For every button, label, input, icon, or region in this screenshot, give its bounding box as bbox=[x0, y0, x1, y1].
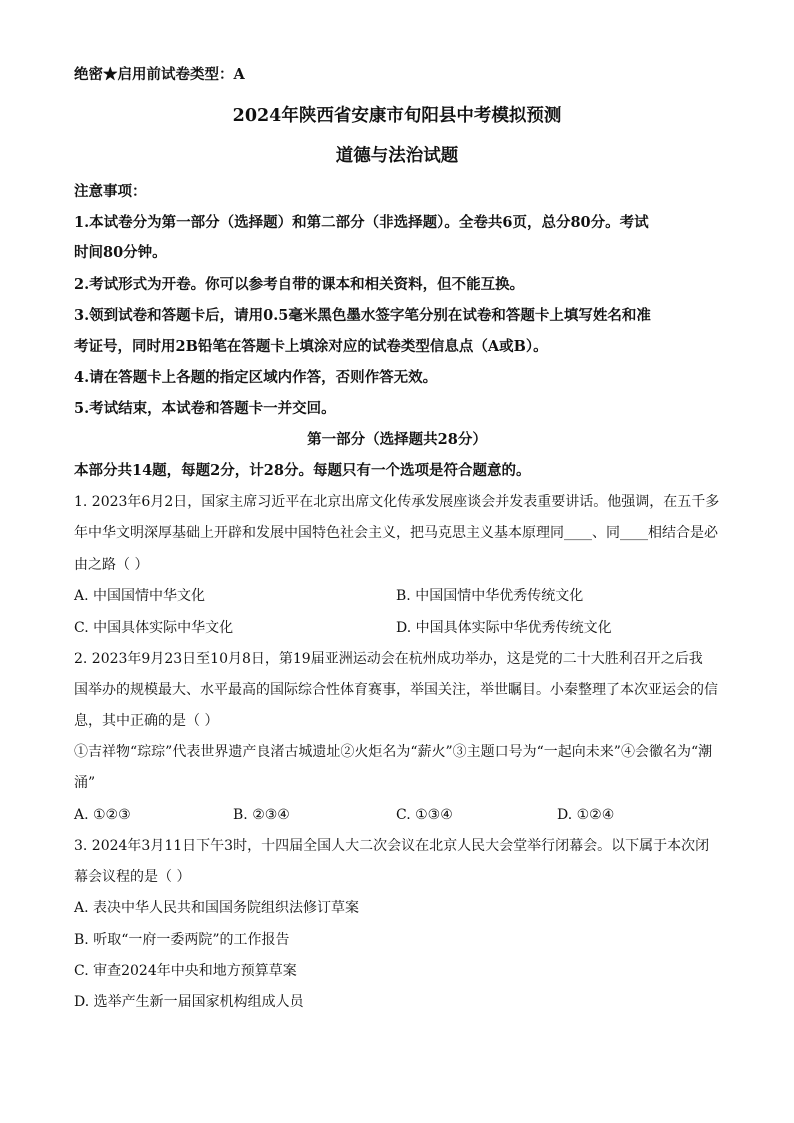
q1-option-a: A. 中国国情中华文化 bbox=[74, 588, 206, 604]
q2-option-d: D. ①②④ bbox=[557, 807, 615, 823]
q2-line-3: 息，其中正确的是（ ） bbox=[74, 713, 219, 729]
q2-option-a: A. ①②③ bbox=[74, 807, 131, 823]
q3-option-c: C. 审查2024年中央和地方预算草案 bbox=[74, 963, 297, 979]
q2-option-c: C. ①③④ bbox=[396, 807, 453, 823]
exam-subtitle: 道德与法治试题 bbox=[335, 146, 459, 166]
q2-line-4: ①吉祥物“琮琮”代表世界遗产良渚古城遗址②火炬名为“薪火”③主题口号为“一起向未来”④会徽名为“潮 bbox=[74, 744, 713, 760]
q3-option-d: D. 选举产生新一届国家机构组成人员 bbox=[74, 994, 304, 1010]
secret-label: 绝密★启用前试卷类型：A bbox=[74, 66, 245, 83]
notes-heading: 注意事项： bbox=[74, 183, 147, 200]
note-4: 4.请在答题卡上各题的指定区域内作答，否则作答无效。 bbox=[74, 369, 438, 386]
part1-heading: 第一部分（选择题共28分） bbox=[307, 431, 487, 448]
q2-line-5: 涌” bbox=[74, 775, 96, 791]
part1-intro: 本部分共14题，每题2分，计28分。每题只有一个选项是符合题意的。 bbox=[74, 462, 531, 479]
q1-option-c: C. 中国具体实际中华文化 bbox=[74, 620, 234, 636]
note-1a: 1.本试卷分为第一部分（选择题）和第二部分（非选择题）。全卷共6页，总分80分。考试 bbox=[74, 214, 649, 231]
note-3b: 考证号，同时用2B铅笔在答题卡上填涂对应的试卷类型信息点（A或B）。 bbox=[74, 338, 548, 355]
q3-line-1: 3. 2024年3月11日下午3时，十四届全国人大二次会议在北京人民大会堂举行闭幕会。以下属于本次闭 bbox=[74, 838, 710, 854]
q3-option-a: A. 表决中华人民共和国国务院组织法修订草案 bbox=[74, 900, 360, 916]
q1-option-d: D. 中国具体实际中华优秀传统文化 bbox=[396, 620, 612, 636]
q1-line-2: 年中华文明深厚基础上开辟和发展中国特色社会主义，把马克思主义基本原理同____、同____相结合是必 bbox=[74, 525, 718, 541]
exam-title: 2024年陕西省安康市旬阳县中考模拟预测 bbox=[232, 106, 562, 126]
q3-option-b: B. 听取“一府一委两院”的工作报告 bbox=[74, 932, 290, 948]
q3-line-2: 幕会议程的是（ ） bbox=[74, 869, 191, 885]
note-2: 2.考试形式为开卷。你可以参考自带的课本和相关资料，但不能互换。 bbox=[74, 276, 525, 293]
q2-line-2: 国举办的规模最大、水平最高的国际综合性体育赛事，举国关注，举世瞩目。小秦整理了本次亚运会的信 bbox=[74, 682, 718, 698]
q2-option-b: B. ②③④ bbox=[233, 807, 290, 823]
note-5: 5.考试结束，本试卷和答题卡一并交回。 bbox=[74, 400, 336, 417]
q1-line-1: 1. 2023年6月2日，国家主席习近平在北京出席文化传承发展座谈会并发表重要讲话。他强调，在五千多 bbox=[74, 494, 720, 510]
note-1b: 时间80分钟。 bbox=[74, 244, 167, 261]
q1-option-b: B. 中国国情中华优秀传统文化 bbox=[396, 588, 584, 604]
q2-line-1: 2. 2023年9月23日至10月8日，第19届亚洲运动会在杭州成功举办，这是党的二十大胜利召开之后我 bbox=[74, 651, 703, 667]
q1-line-3: 由之路（ ） bbox=[74, 557, 149, 573]
note-3a: 3.领到试卷和答题卡后，请用0.5毫米黑色墨水签字笔分别在试卷和答题卡上填写姓名和准 bbox=[74, 307, 651, 324]
